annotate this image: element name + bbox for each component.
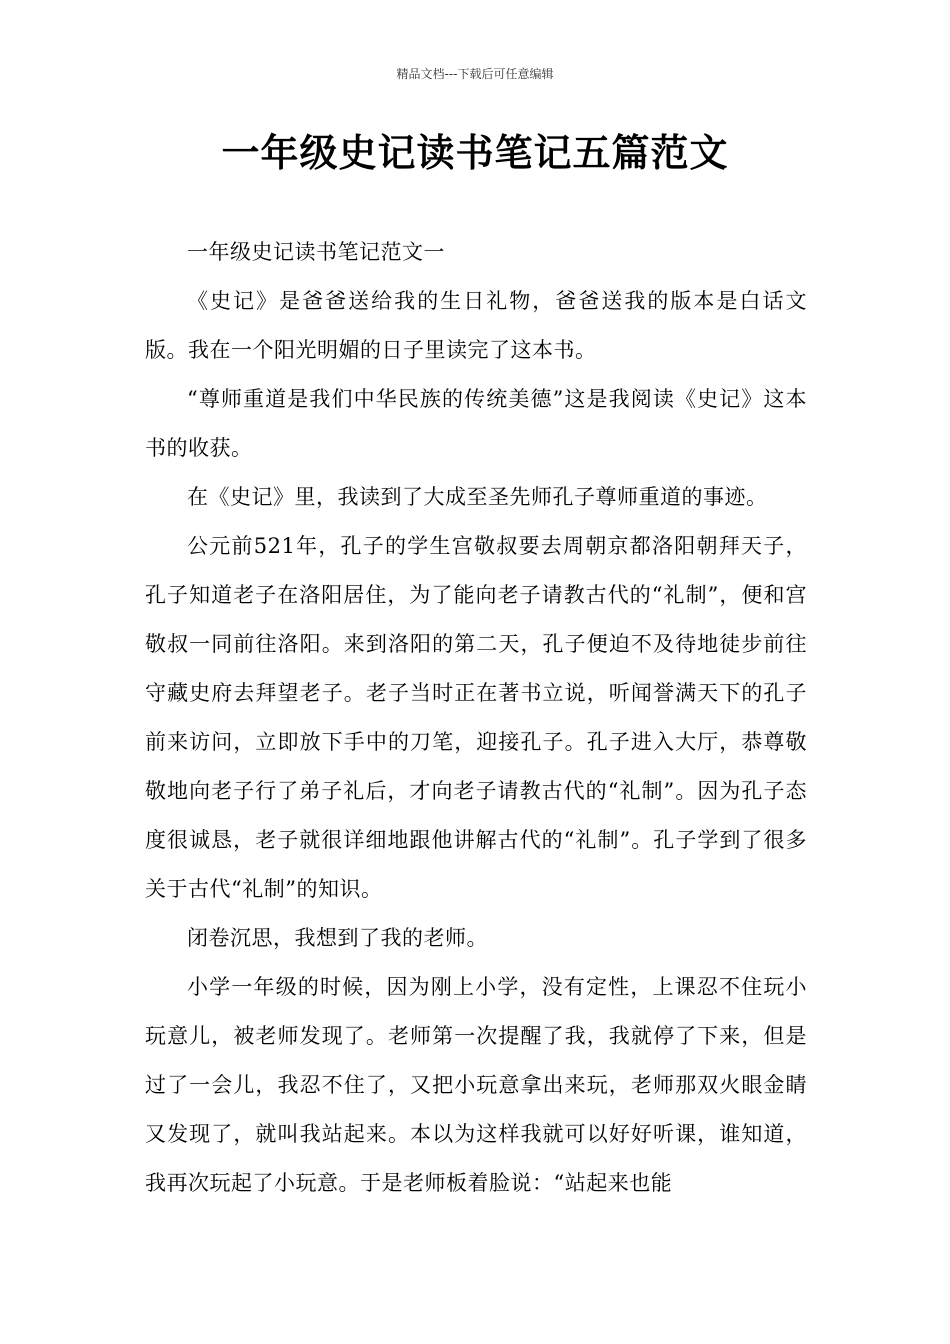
paragraph: 《史记》是爸爸送给我的生日礼物，爸爸送我的版本是白话文版。我在一个阳光明媚的日子里读完了这本书。: [145, 289, 807, 362]
paragraph: 在《史记》里，我读到了大成至圣先师孔子尊师重道的事迹。: [187, 485, 768, 509]
document-body: [145, 228, 807, 1208]
paragraph: 小学一年级的时候，因为刚上小学，没有定性，上课忍不住玩小玩意儿，被老师发现了。老师第一次提醒了我，我就停了下来，但是过了一会儿，我忍不住了，又把小玩意拿出来玩，老师那双火眼金睛又发现了，就叫我站起来。本以为这样我就可以好好听课，谁知道，我再次玩起了小玩意。于是老师板着脸说：“站起来也能: [145, 975, 807, 1195]
page-header: 精品文档---下载后可任意编辑: [396, 67, 554, 81]
section-heading: 一年级史记读书笔记范文一: [187, 240, 445, 264]
document-title: 一年级史记读书笔记五篇范文: [221, 131, 729, 175]
paragraph: “尊师重道是我们中华民族的传统美德”这是我阅读《史记》这本书的收获。: [145, 387, 807, 460]
paragraph: 闭卷沉思，我想到了我的老师。: [187, 926, 488, 950]
paragraph: 公元前521年，孔子的学生宫敬叔要去周朝京都洛阳朝拜天子，孔子知道老子在洛阳居住，为了能向老子请教古代的“礼制”，便和宫敬叔一同前往洛阳。来到洛阳的第二天，孔子便迫不及待地徒步前往守藏史府去拜望老子。老子当时正在著书立说，听闻誉满天下的孔子前来访问，立即放下手中的刀笔，迎接孔子。孔子进入大厅，恭尊敬敬地向老子行了弟子礼后，才向老子请教古代的“礼制”。因为孔子态度很诚恳，老子就很详细地跟他讲解古代的“礼制”。孔子学到了很多关于古代“礼制”的知识。: [145, 534, 807, 901]
